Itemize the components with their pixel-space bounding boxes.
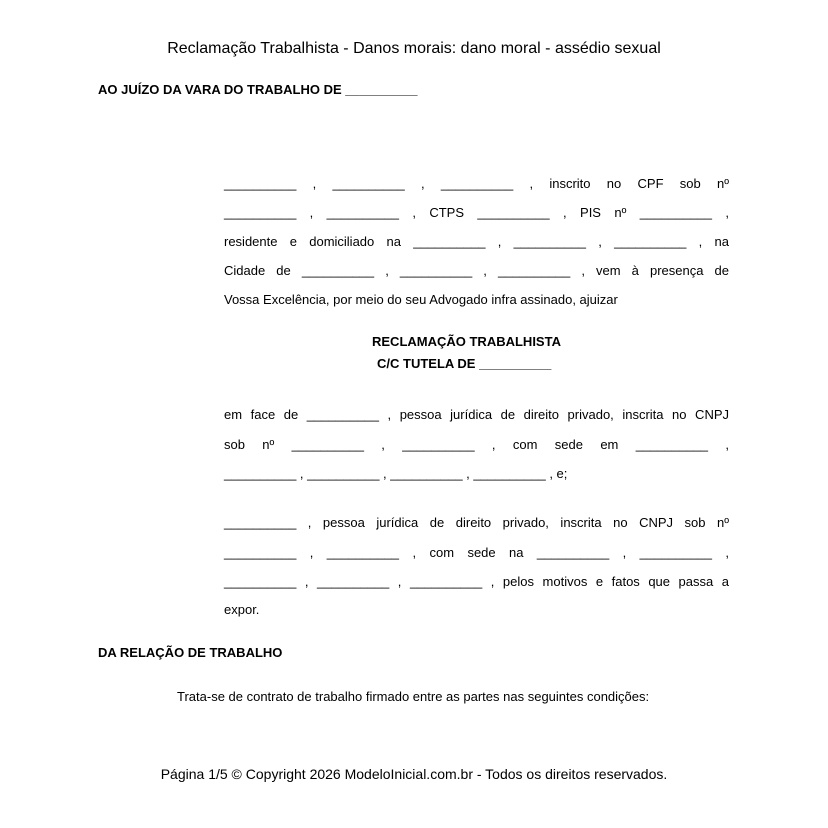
action-subtitle: C/C TUTELA DE __________	[377, 356, 552, 371]
defendant-line: sob nº __________ , __________ , com sede em __________ ,	[224, 437, 729, 452]
defendant-line: __________ , __________ , __________ , __________ , e;	[224, 466, 568, 481]
page-footer: Página 1/5 © Copyright 2026 ModeloInicial.com.br - Todos os direitos reservados.	[160, 766, 668, 782]
section-heading: DA RELAÇÃO DE TRABALHO	[98, 645, 283, 660]
claimant-line: Cidade de __________ , __________ , __________ , vem à presença de	[224, 263, 729, 278]
claimant-line: Vossa Excelência, por meio do seu Advogado infra assinado, ajuizar	[224, 292, 618, 307]
defendant-line: em face de __________ , pessoa jurídica de direito privado, inscrita no CNPJ	[224, 407, 729, 422]
claimant-line: __________ , __________ , __________ , inscrito no CPF sob nº	[224, 176, 729, 191]
document-title: Reclamação Trabalhista - Danos morais: dano moral - assédio sexual	[167, 40, 661, 57]
defendant-line: __________ , pessoa jurídica de direito privado, inscrita no CNPJ sob nº	[224, 515, 729, 530]
section-text: Trata-se de contrato de trabalho firmado entre as partes nas seguintes condições:	[177, 689, 650, 704]
claimant-line: residente e domiciliado na __________ , __________ , __________ , na	[224, 234, 729, 249]
addressee-heading: AO JUÍZO DA VARA DO TRABALHO DE __________	[98, 82, 418, 97]
action-title: RECLAMAÇÃO TRABALHISTA	[372, 334, 561, 349]
defendant-line: __________ , __________ , __________ , pelos motivos e fatos que passa a	[224, 574, 729, 589]
defendant-line: expor.	[224, 602, 260, 617]
defendant-line: __________ , __________ , com sede na __________ , __________ ,	[224, 545, 729, 560]
claimant-line: __________ , __________ , CTPS __________ , PIS nº __________ ,	[224, 205, 729, 220]
